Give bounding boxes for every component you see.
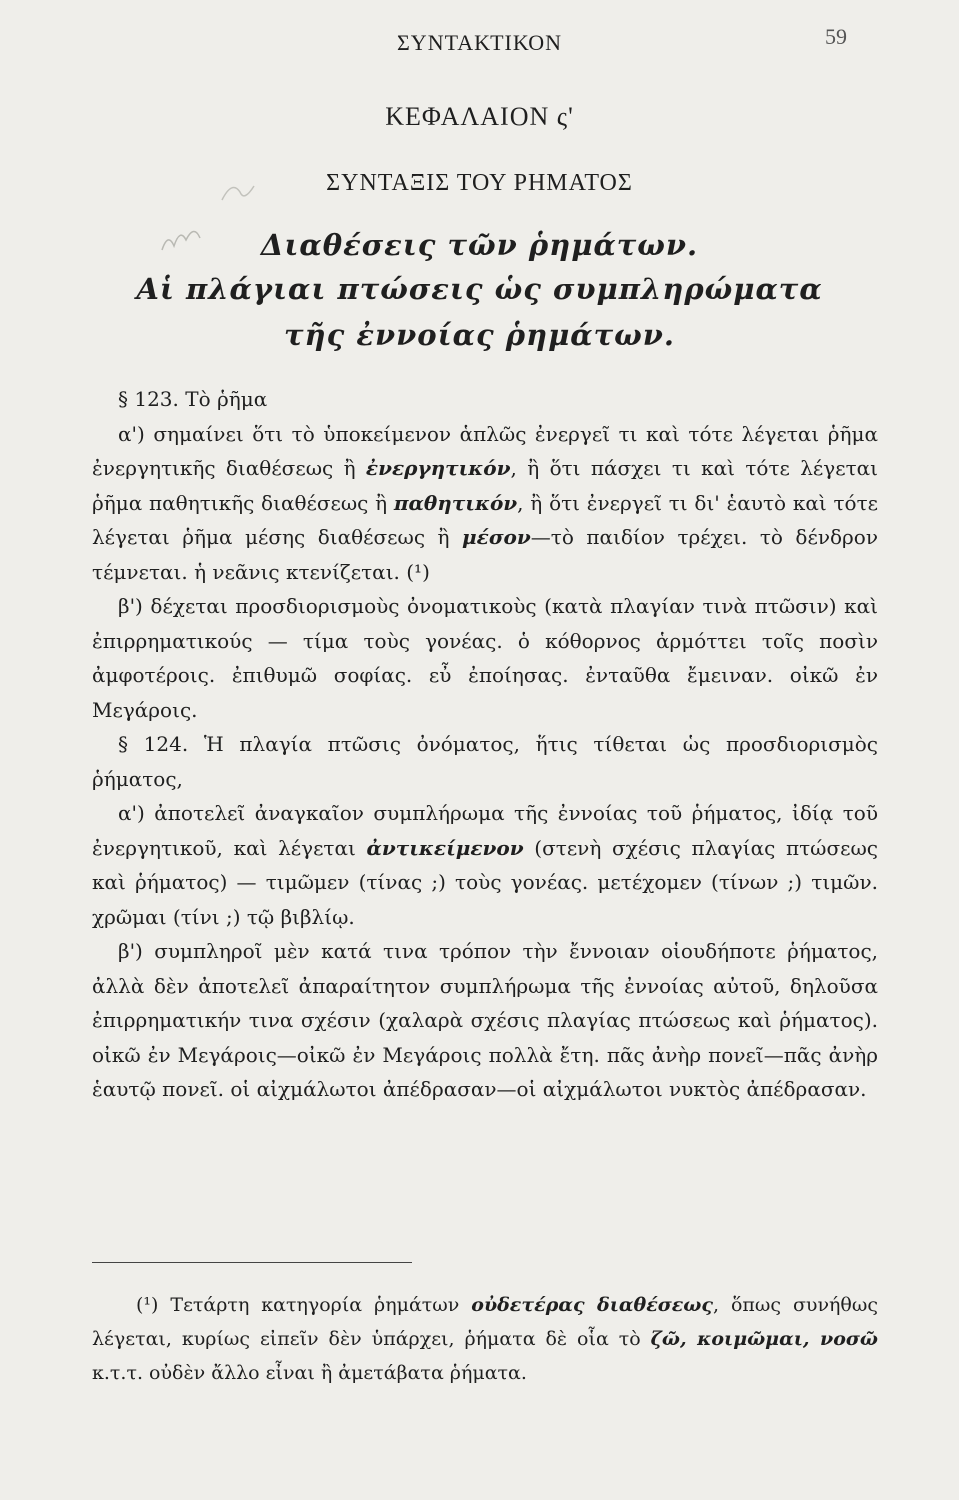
paragraph-123-a bbox=[92, 417, 878, 590]
section-123-intro: Τὸ ῥῆμα bbox=[185, 387, 268, 411]
footnote-rule bbox=[92, 1262, 412, 1263]
page-number: 59 bbox=[825, 24, 847, 49]
running-head: ΣΥΝΤΑΚΤΙΚΟΝ bbox=[397, 30, 562, 55]
text-run: , ἢ ὅτι ἐνεργεῖ τι δι' ἑαυτὸ καὶ τότε λέγεται ῥῆμα μέσης διαθέσεως ἢ bbox=[92, 490, 878, 549]
subtitle-line-1: Διαθέσεις τῶν ῥημάτων. bbox=[260, 228, 699, 262]
term-neuter: οὐδετέρας διαθέσεως bbox=[471, 1294, 713, 1316]
paragraph-124-b: β') συμπληροῖ μὲν κατά τινα τρόπον τὴν ἔννοιαν οἱουδήποτε ῥήματος, ἀλλὰ δὲν ἀποτελεῖ ἀπαραίτητον συμπλήρωμα τῆς ἐννοίας αὐτοῦ, δηλοῦσα ἐπιρρηματικήν τινα σχέσιν (χαλαρὰ σχέσις πλαγίας πτώσεως καὶ ῥήματος). οἰκῶ ἐν Μεγάροις—οἰκῶ ἐν Μεγάροις πολλὰ ἔτη. πᾶς ἀνὴρ πονεῖ—πᾶς ἀνὴρ ἑαυτῷ πονεῖ. οἱ αἰχμάλωτοι ἀπέδρασαν—οἱ αἰχμάλωτοι νυκτὸς ἀπέδρασαν. bbox=[92, 939, 878, 1101]
footnote-examples: ζῶ, κοιμῶμαι, νοσῶ bbox=[650, 1328, 878, 1350]
paragraph-124-heading bbox=[92, 727, 878, 796]
section-number-123: § 123. bbox=[118, 387, 179, 411]
text-run: κ.τ.τ. οὐδὲν ἄλλο εἶναι ἢ ἀμετάβατα ῥήματα. bbox=[92, 1362, 527, 1384]
footnote-paragraph bbox=[92, 1288, 878, 1390]
paragraph-124-a bbox=[92, 796, 878, 934]
text-run: (στενὴ σχέσις πλαγίας πτώσεως καὶ ῥήματος) — τιμῶμεν (τίνας ;) τοὺς γονέας. μετέχομεν (τίνων ;) τιμῶν. χρῶμαι (τίνι ;) τῷ βιβλίῳ. bbox=[92, 835, 879, 929]
text-run: Τετάρτη κατηγορία ῥημάτων bbox=[170, 1294, 472, 1316]
text-run: , ἢ ὅτι πάσχει τι καὶ τότε λέγεται ῥῆμα παθητικῆς διαθέσεως ἢ bbox=[92, 456, 879, 515]
footnote bbox=[92, 1288, 878, 1390]
paragraph-123-b: β') δέχεται προσδιορισμοὺς ὀνοματικοὺς (κατὰ πλαγίαν τινὰ πτῶσιν) καὶ ἐπιρρηματικούς — τίμα τοὺς γονέας. ὁ κόθορνος ἁρμόττει τοῖς ποσὶν ἀμφοτέροις. ἐπιθυμῶ σοφίας. εὖ ἐποίησας. ἐνταῦθα ἔμειναν. οἰκῶ ἐν Μεγάροις. bbox=[92, 594, 878, 722]
text-run: α') ἀποτελεῖ ἀναγκαῖον συμπλήρωμα τῆς ἐννοίας τοῦ ῥήματος, ἰδίᾳ τοῦ ἐνεργητικοῦ, καὶ λέγεται bbox=[92, 801, 878, 860]
subtitle-line-2: Αἱ πλάγιαι πτώσεις ὡς συμπληρώματα bbox=[136, 272, 823, 306]
footnote-marker: (¹) bbox=[136, 1294, 159, 1316]
section-124-intro: Ἡ πλαγία πτῶσις ὀνόματος, ἥτις τίθεται ὡς προσδιορισμὸς ῥήματος, bbox=[92, 732, 878, 791]
text-run: —τὸ παιδίον τρέχει. τὸ δένδρον τέμνεται. ἡ νεᾶνις κτενίζεται. (¹) bbox=[92, 525, 878, 584]
term-middle: μέσον bbox=[462, 525, 531, 549]
term-passive: παθητικόν bbox=[393, 490, 518, 515]
term-active: ἐνεργητικόν bbox=[365, 456, 511, 480]
section-title: ΣΥΝΤΑΞΙΣ ΤΟΥ ΡΗΜΑΤΟΣ bbox=[326, 170, 633, 196]
text-run: α') σημαίνει ὅτι τὸ ὑποκείμενον ἁπλῶς ἐνεργεῖ τι καὶ τότε λέγεται ῥῆμα ἐνεργητικῆς διαθέσεως ἢ bbox=[92, 421, 878, 480]
chapter-heading: ΚΕΦΑΛΑΙΟΝ ς' bbox=[385, 102, 574, 131]
term-object: ἀντικείμενον bbox=[366, 835, 524, 860]
text-run: , ὅπως συνήθως λέγεται, κυρίως εἰπεῖν δὲν ὑπάρχει, ῥήματα δὲ οἷα τὸ bbox=[92, 1294, 878, 1350]
main-text bbox=[92, 382, 878, 1107]
paragraph-123-heading bbox=[92, 382, 878, 417]
section-number-124: § 124. bbox=[118, 732, 189, 756]
subtitle-line-3: τῆς ἐννοίας ῥημάτων. bbox=[284, 318, 675, 352]
